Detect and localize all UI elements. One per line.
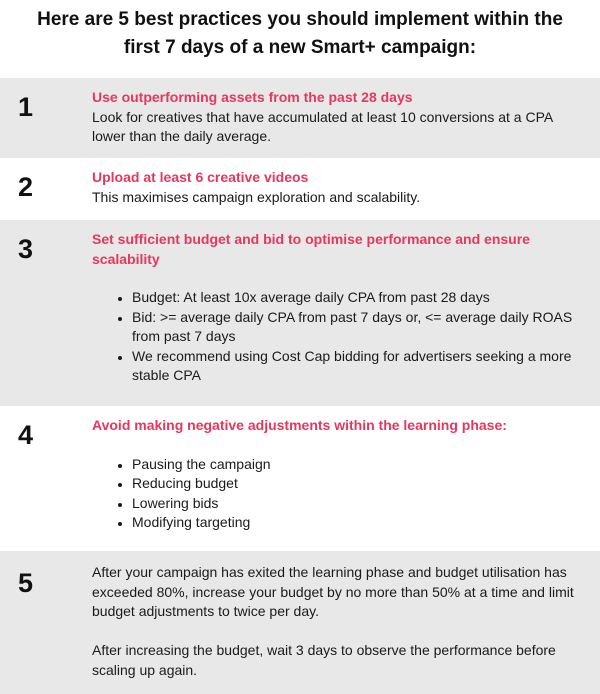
practice-number: 1: [18, 92, 34, 122]
practice-heading: Set sufficient budget and bid to optimise performance and ensure scalability: [92, 231, 530, 267]
page-title-line-2: first 7 days of a new Smart+ campaign:: [123, 37, 477, 58]
practice-row-4: [0, 406, 600, 551]
practice-heading: Upload at least 6 creative videos: [92, 169, 309, 185]
bullet-item-lowering-bids: • Lowering bids: [132, 494, 576, 514]
practice-row-2: [0, 158, 600, 220]
bullet-item-bid: • Bid: >= average daily CPA from past 7 days or, <= average daily ROAS from past 7 days: [132, 308, 576, 347]
practice-row-1: [0, 78, 600, 158]
practice-bullet-list: [92, 455, 576, 533]
practice-number: 4: [18, 420, 34, 450]
practice-paragraph-wait: After increasing the budget, wait 3 days to observe the performance before scaling up again.: [92, 642, 556, 678]
practice-heading: Use outperforming assets from the past 28 days: [92, 89, 413, 105]
practice-heading: Avoid making negative adjustments within the learning phase:: [92, 417, 507, 433]
page-title-line-1: Here are 5 best practices you should implement within the: [37, 9, 563, 30]
practice-row-3: [0, 220, 600, 406]
practice-description: This maximises campaign exploration and scalability.: [92, 188, 421, 205]
bullet-item-budget: • Budget: At least 10x average daily CPA from past 28 days: [132, 288, 576, 308]
practice-description: Look for creatives that have accumulated at least 10 conversions at a CPA lower than the daily average.: [92, 108, 553, 144]
practice-number: 3: [18, 234, 34, 264]
practice-number: 2: [18, 172, 34, 202]
page-title: [0, 0, 600, 78]
practice-paragraph-scaling: After your campaign has exited the learning phase and budget utilisation has exceeded 80%, increase your budget by no more than 50% at a time and limit budget adjustments to twice per day.: [92, 564, 574, 619]
bullet-item-pausing: • Pausing the campaign: [132, 455, 576, 475]
bullet-item-modifying-targeting: • Modifying targeting: [132, 513, 576, 533]
bullet-item-cost-cap: • We recommend using Cost Cap bidding for advertisers seeking a more stable CPA: [132, 347, 576, 386]
bullet-item-reducing-budget: • Reducing budget: [132, 474, 576, 494]
practice-row-5: [0, 551, 600, 694]
practice-number: 5: [18, 568, 34, 598]
practice-bullet-list: [92, 288, 576, 386]
